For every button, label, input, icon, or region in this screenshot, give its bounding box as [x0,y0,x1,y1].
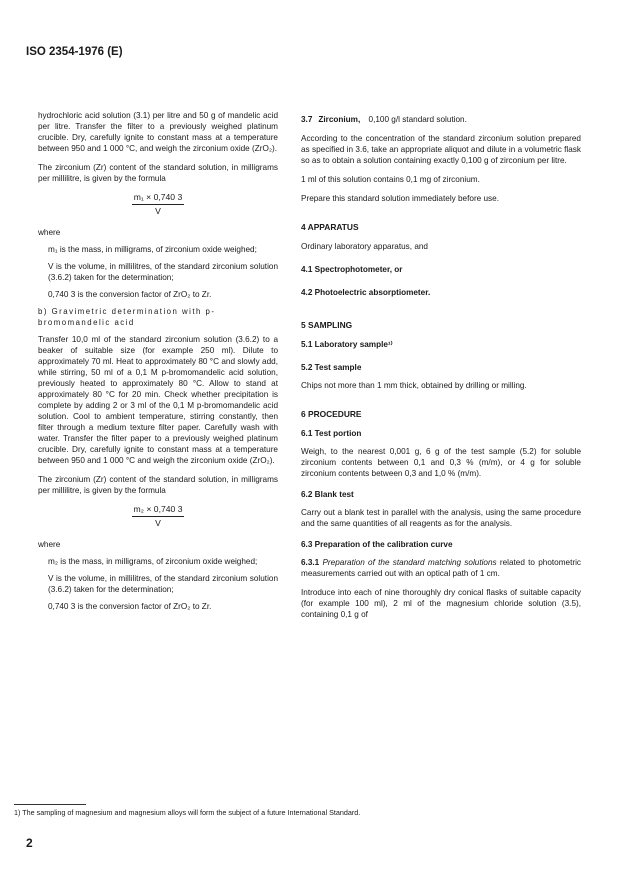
paragraph: 1 ml of this solution contains 0,1 mg of zirconium. [301,175,480,184]
formula-numerator: m₁ × 0,740 3 [132,192,185,205]
right-column [301,110,581,628]
subsection-heading: 5.2 Test sample [301,363,362,372]
definition: V is the volume, in millilitres, of the standard zirconium solution (3.6.2) taken for the determination; [48,262,278,282]
section-heading: 6 PROCEDURE [301,409,362,419]
paragraph: Prepare this standard solution immediately before use. [301,194,499,203]
section-title: Zirconium, [318,115,361,124]
subsection-heading: b) Gravimetric determination with p-bromomandelic acid [38,307,216,327]
where-label: where [38,540,61,549]
page-number: 2 [26,836,33,850]
section-title: Preparation of the standard matching solutions [322,558,497,567]
where-label: where [38,228,61,237]
subsection-heading: 5.1 Laboratory sample¹⁾ [301,340,393,349]
formula-denominator: V [155,206,161,216]
left-column [38,110,278,618]
definition: m₁ is the mass, in milligrams, of zirconium oxide weighed; [48,245,257,254]
paragraph: The zirconium (Zr) content of the standard solution, in milligrams per millilitre, is given by the formula [38,163,278,183]
paragraph: Chips not more than 1 mm thick, obtained by drilling or milling. [301,381,527,390]
definition: 0,740 3 is the conversion factor of ZrO₂ to Zr. [48,290,212,299]
section-rest: 0,100 g/l standard solution. [368,115,467,124]
paragraph: hydrochloric acid solution (3.1) per litre and 50 g of mandelic acid per litre. Transfer the filter to a previously weighed platinum crucible. Dry, carefully ignite to constant mass at a temperature between 950 and 1 000 °C, and weigh the zirconium oxide (ZrO₂). [38,111,278,153]
subsection-heading: 6.1 Test portion [301,429,362,438]
subsection-heading: 4.1 Spectrophotometer, or [301,265,403,274]
definition: V is the volume, in millilitres, of the standard zirconium solution (3.6.2) taken for the determination; [48,574,278,594]
footnote: 1) The sampling of magnesium and magnesium alloys will form the subject of a future International Standard. [14,808,361,817]
definition: m₂ is the mass, in milligrams, of zirconium oxide weighed; [48,557,258,566]
paragraph: Introduce into each of nine thoroughly dry conical flasks of suitable capacity (for example 100 ml), 2 ml of the magnesium chloride solution (3.5), containing 0,1 g of [301,588,581,619]
section-number: 6.3.1 [301,558,320,567]
section-heading: 5 SAMPLING [301,320,353,330]
paragraph: Ordinary laboratory apparatus, and [301,242,428,251]
subsection-heading: 6.3 Preparation of the calibration curve [301,540,453,549]
paragraph: Carry out a blank test in parallel with the analysis, using the same procedure and the same quantities of all reagents as for the analysis. [301,508,581,528]
paragraph: The zirconium (Zr) content of the standard solution, in milligrams per millilitre, is given by the formula [38,475,278,495]
subsection-heading: 4.2 Photoelectric absorptiometer. [301,288,431,297]
paragraph: Weigh, to the nearest 0,001 g, 6 g of the test sample (5.2) for soluble zirconium contents between 0,1 and 0,3 % (m/m), or 4 g for soluble zirconium contents between 0,3 and 1,0 % (m/m). [301,447,581,478]
formula-1 [38,192,278,217]
section-3-7-heading [301,114,581,125]
section-number: 3.7 [301,115,313,124]
formula-2 [38,504,278,529]
paragraph: Transfer 10,0 ml of the standard zirconium solution (3.6.2) to a beaker of suitable size (for example 250 ml). Dilute to approximately 70 ml. Heat to approximately 80 °C and slowly add, while stirring, 50 ml of a 0,1 M p-bromomandelic acid solution, previously heated to approximately 80 °C. Allow to stand at approximately 80 °C for 20 min. Check whether precipitation is complete by adding 2 or 3 ml of the 0,1 M p-bromomandelic acid solution. Cool to ambient temperature, stirring constantly, then filter through a medium texture filter paper. Carefully wash with water. Transfer the filter paper to a previously weighed platinum crucible. Dry, carefully ignite to constant mass at a temperature between 950 and 1 000 °C and weigh the zirconium oxide (ZrO₂). [38,335,278,465]
document-header: ISO 2354-1976 (E) [26,46,123,58]
formula-denominator: V [155,518,161,528]
definition: 0,740 3 is the conversion factor of ZrO₂ to Zr. [48,602,212,611]
footnote-rule [14,804,86,805]
section-rest: related to photometric measurements carried out with an optical path of 1 cm. [301,558,581,578]
formula-numerator: m₂ × 0,740 3 [132,504,185,517]
paragraph-6-3-1 [301,557,581,579]
subsection-heading: 6.2 Blank test [301,490,354,499]
paragraph: According to the concentration of the standard zirconium solution prepared as specified in 3.6, take an appropriate aliquot and dilute in a volumetric flask so as to obtain a solution containing exactly 0,100 g of zirconium per litre. [301,134,581,165]
section-heading: 4 APPARATUS [301,222,359,232]
